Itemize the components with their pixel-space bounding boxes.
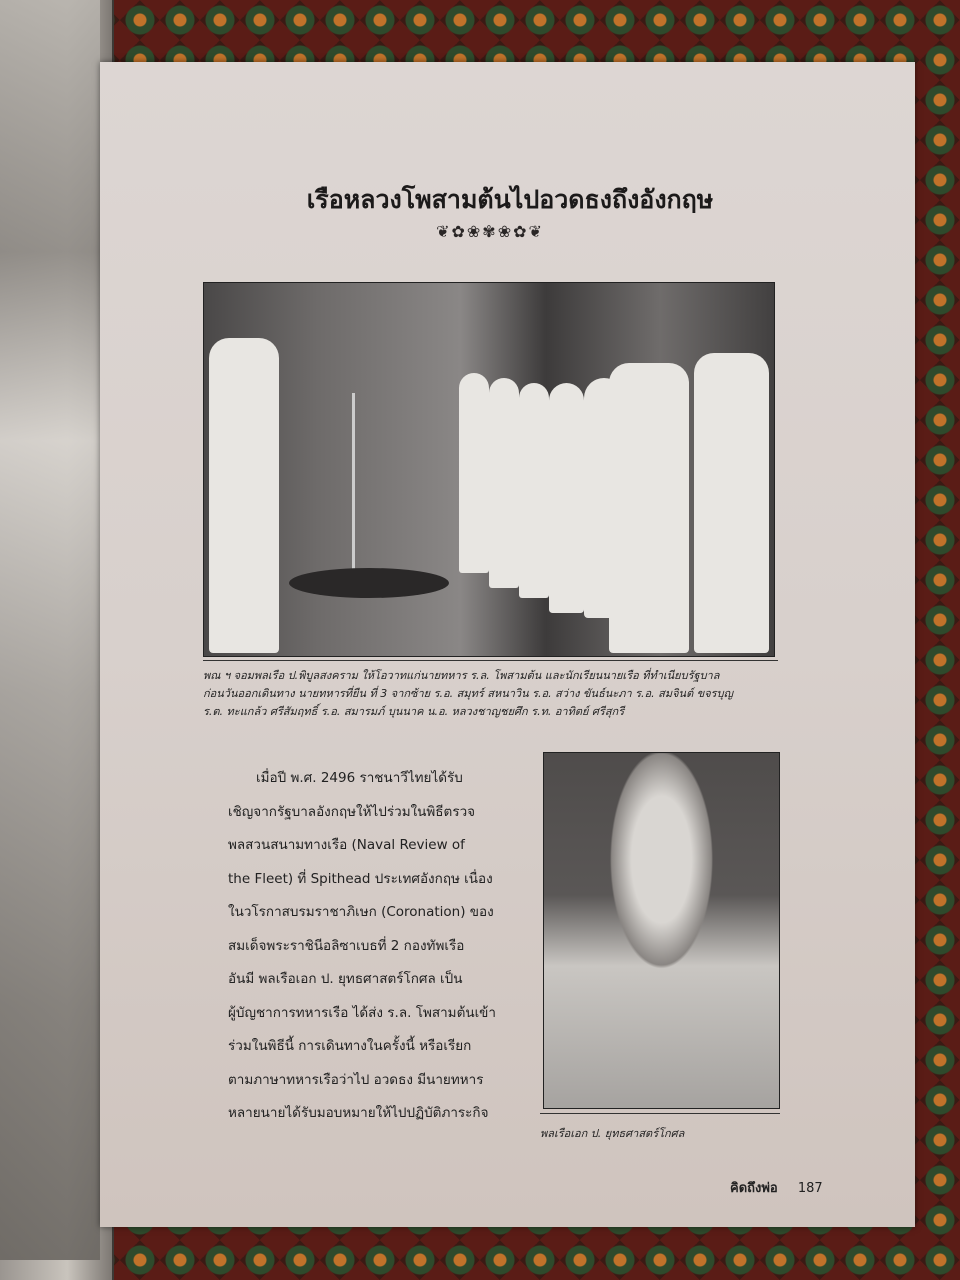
body-line: เชิญจากรัฐบาลอังกฤษให้ไปร่วมในพิธีตรวจ xyxy=(228,803,476,820)
page-footer xyxy=(730,1177,823,1198)
body-line: สมเด็จพระราชินีอลิซาเบธที่ 2 กองทัพเรือ xyxy=(228,937,465,954)
caption-line: ร.ต. ทะแกล้ว ศรีสัมฤทธิ์ ร.อ. สมารมภ์ บุนนาค น.อ. หลวงชาญชยศึก ร.ท. อาทิตย์ ศรีสุกรี xyxy=(203,705,625,718)
body-line: ในวโรกาสบรมราชาภิเษก (Coronation) ของ xyxy=(228,904,494,920)
body-line: ตามภาษาทหารเรือว่าไป อวดธง มีนายทหาร xyxy=(228,1071,484,1088)
page-number: 187 xyxy=(797,1181,823,1196)
photo-caption xyxy=(203,660,778,721)
body-line: พลสวนสนามทางเรือ (Naval Review of xyxy=(228,837,465,853)
facing-left-page xyxy=(0,0,114,1280)
body-line: ร่วมในพิธีนี้ การเดินทางในครั้งนี้ หรือเรียก xyxy=(228,1038,472,1054)
caption-line: พณ ฯ จอมพลเรือ ป.พิบูลสงคราม ให้โอวาทแก่นายทหาร ร.ล. โพสามต้น และนักเรียนนายเรือ ที่ทำเนียบรัฐบาล xyxy=(203,669,720,682)
portrait-caption: พลเรือเอก ป. ยุทธศาสตร์โกศล xyxy=(540,1113,780,1142)
left-page-illustration xyxy=(0,0,100,1260)
body-line: หลายนายได้รับมอบหมายให้ไปปฏิบัติภาระกิจ xyxy=(228,1105,489,1121)
caption-line: ก่อนวันออกเดินทาง นายทหารที่ยืน ที่ 3 จากซ้าย ร.อ. สมุทร์ สหนาวิน ร.อ. สว่าง ขันธ์นะภา ร.อ. สมจินต์ ขจรบุญ xyxy=(203,687,733,700)
page-title: เรือหลวงโพสามต้นไปอวดธงถึงอังกฤษ xyxy=(306,185,714,214)
book-page xyxy=(100,62,915,1227)
group-photo xyxy=(203,282,775,657)
body-line: อันมี พลเรือเอก ป. ยุทธศาสตร์โกศล เป็น xyxy=(228,971,463,987)
floral-divider-icon: ❦✿❀✾❀✿❦ xyxy=(436,222,544,241)
running-title: คิดถึงพ่อ xyxy=(730,1181,778,1196)
portrait-photo xyxy=(543,752,780,1109)
body-line: ผู้บัญชาการทหารเรือ ได้ส่ง ร.ล. โพสามต้นเข้า xyxy=(228,1004,496,1021)
body-line: เมื่อปี พ.ศ. 2496 ราชนาวีไทยได้รับ xyxy=(256,770,463,786)
body-line: the Fleet) ที่ Spithead ประเทศอังกฤษ เนื่อง xyxy=(228,870,493,887)
body-paragraph xyxy=(228,762,496,1131)
